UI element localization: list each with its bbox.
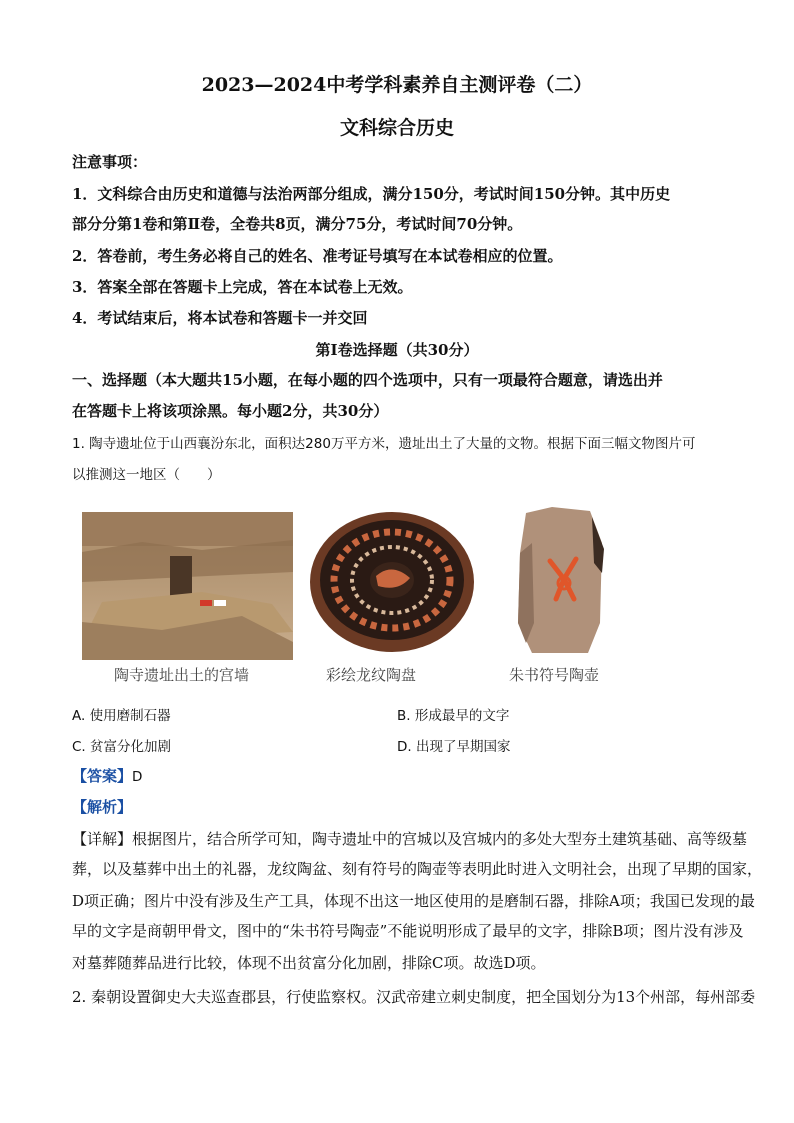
excavation-photo	[82, 512, 293, 660]
detail-line-1: 【详解】根据图片，结合所学可知，陶寺遗址中的宫城以及宫城内的多处大型夯土建筑基础、高等级墓	[72, 830, 748, 848]
detail-line-4: 早的文字是商朝甲骨文，图中的“朱书符号陶壶”不能说明形成了最早的文字，排除B项；图片没有涉及	[72, 922, 744, 940]
q2-stem-line-1: 2. 秦朝设置御史大夫巡查郡县，行使监察权。汉武帝建立刺史制度，把全国划分为13个州部，每州部委	[72, 988, 756, 1006]
q1-stem-line-1: 1. 陶寺遗址位于山西襄汾东北，面积达280万平方米，遗址出土了大量的文物。根据下面三幅文物图片可	[72, 436, 696, 452]
answer-value: D	[132, 769, 143, 785]
section-heading: 第Ⅰ卷选择题（共30分）	[315, 341, 479, 359]
note-line-4: 3．答案全部在答题卡上完成，答在本试卷上无效。	[72, 278, 413, 296]
q1-option-d: D. 出现了早期国家	[397, 739, 511, 755]
q1-stem-line-2: 以推测这一地区（ ）	[72, 467, 221, 483]
section-instruction-1: 一、选择题（本大题共15小题，在每小题的四个选项中，只有一项最符合题意，请选出并	[72, 371, 663, 389]
section-instruction-2: 在答题卡上将该项涂黑。每小题2分，共30分）	[72, 402, 389, 420]
note-line-2: 部分分第1卷和第Ⅱ卷，全卷共8页，满分75分，考试时间70分钟。	[72, 215, 523, 233]
note-line-3: 2．答卷前，考生务必将自己的姓名、准考证号填写在本试卷相应的位置。	[72, 247, 563, 265]
detail-line-5: 对墓葬随葬品进行比较，体现不出贫富分化加剧，排除C项。故选D项。	[72, 954, 546, 972]
q1-option-a: A. 使用磨制石器	[72, 708, 171, 724]
dragon-plate-photo	[306, 506, 478, 654]
q1-option-c: C. 贫富分化加剧	[72, 739, 172, 755]
q1-option-b: B. 形成最早的文字	[397, 708, 510, 724]
note-line-5: 4．考试结束后，将本试卷和答题卡一并交回	[72, 309, 368, 327]
inscribed-pot-photo	[512, 503, 607, 657]
answer-label: 【答案】	[72, 767, 133, 785]
detail-line-2: 葬，以及墓葬中出土的礼器，龙纹陶盆、刻有符号的陶壶等表明此时进入文明社会，出现了早期的国家，	[72, 860, 763, 878]
caption-dragon-plate: 彩绘龙纹陶盘	[326, 666, 417, 684]
analysis-label: 【解析】	[72, 798, 133, 816]
notes-heading: 注意事项：	[72, 153, 148, 171]
exam-subtitle: 文科综合历史	[339, 117, 454, 139]
q1-answer-row	[72, 765, 732, 786]
caption-inscribed-pot: 朱书符号陶壶	[509, 666, 600, 684]
exam-title: 2023—2024中考学科素养自主测评卷（二）	[201, 74, 593, 96]
note-line-1: 1．文科综合由历史和道德与法治两部分组成，满分150分，考试时间150分钟。其中历史	[72, 185, 671, 203]
detail-line-3: D项正确；图片中没有涉及生产工具，体现不出这一地区使用的是磨制石器，排除A项；我国已发现的最	[72, 892, 755, 910]
caption-palace-wall: 陶寺遗址出土的宫墙	[114, 666, 250, 684]
